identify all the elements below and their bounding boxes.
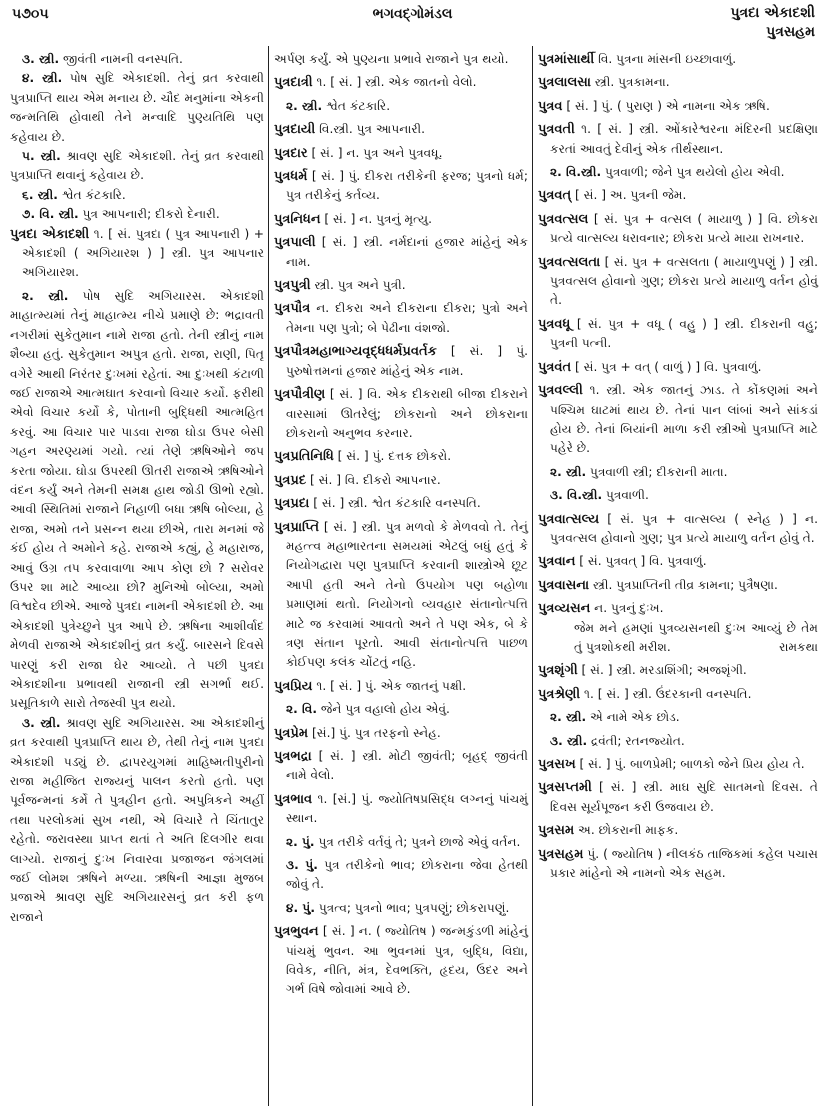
- headword: પુત્રવતી: [538, 122, 575, 138]
- headword: પુત્રશ્રેણી: [538, 686, 581, 702]
- headword: પુત્રસહમ: [538, 846, 584, 862]
- dictionary-entry: [274, 167, 528, 206]
- headword: પુત્રપ્રદા: [274, 496, 310, 512]
- dictionary-entry: [274, 144, 528, 163]
- headword: પુત્રવાસના: [538, 577, 590, 593]
- definition-text: [ સં. ] પું. દત્તક છોકરો.: [337, 449, 452, 464]
- dictionary-entry: [274, 233, 528, 272]
- definition-text: શ્વેત કંટકારિ.: [61, 187, 126, 202]
- definition-text: [ સં. પુત્રવત્ ] વિ. પુત્રવાળું.: [579, 554, 707, 569]
- dictionary-entry: [538, 599, 818, 657]
- dictionary-entry: [274, 790, 528, 829]
- definition-text: ન. દીકરા અને દીકરાના દીકરા; પુત્રો અને તેમના પણ પુત્રો; બે પેઢીના વંશજો.: [286, 301, 529, 335]
- headword: પુત્રદાયી: [274, 122, 316, 138]
- guide-words: [730, 4, 815, 42]
- sense-number: ૨. સ્ત્રી.: [286, 98, 323, 113]
- sense-number: ૪. પું.: [286, 900, 315, 915]
- dictionary-entry: [538, 685, 818, 704]
- entry-sense: [10, 69, 264, 147]
- entry-sense: [538, 732, 818, 751]
- dictionary-entry: [538, 576, 818, 595]
- definition-text: એ નામે એક છોડ.: [590, 710, 680, 725]
- dictionary-entry: [538, 210, 818, 249]
- book-title: ભગવદ્ગોમંડલ: [372, 6, 453, 22]
- headword: પુત્રભાવ: [274, 791, 313, 807]
- definition-text: [ સં. ] વિ. એક દીકરાથી બીજા દીકરાને વારસામાં ઊતરેલું; છોકરાનો અને છોકરાના છોકરાનો અનુભવ કરનાર.: [286, 387, 529, 440]
- entry-sense: [274, 833, 528, 852]
- definition-text: [ સં. ] સ્ત્રી. પુત્ર મળવો કે મેળવવો તે. તેનું મહત્ત્વ મહાભારતના સમયમાં એટલું બધું હતું કે નિયોગદ્વારા પણ પુત્રપ્રાપ્તિ કરવાની શાસ્ત્રોએ છૂટ આપી હતી અને તેનો ઉપયોગ પણ બહોળા પ્રમાણમાં થતો. નિયોગનો વ્યવહાર સંતાનોત્પત્તિ માટે જ કરવામાં આવતો અને તે પણ એક, બે કે ત્રણ સંતાન પૂરતો. આવી સંતાનોત્પત્તિ પાછળ કોઈપણ કલંક ચોંટતું નહિ.: [286, 519, 528, 670]
- definition-text: શ્રાવણ સુદિ એકાદશી. તેનું વ્રત કરવાથી પુત્રપ્રાપ્તિ થવાનું કહેવાય છે.: [10, 149, 264, 183]
- dictionary-entry: [538, 73, 818, 92]
- column-1: [10, 50, 264, 927]
- dictionary-entry: [10, 225, 264, 283]
- definition-text: [સં.] પું. પુત્ર તરફનો સ્નેહ.: [311, 725, 441, 740]
- headword: પુત્રલાલસા: [538, 75, 591, 91]
- dictionary-entry: [538, 120, 818, 159]
- dictionary-entry: [274, 276, 528, 295]
- entry-sense: [274, 700, 528, 719]
- entry-sense: [10, 205, 264, 224]
- definition-text: પુત્રત્વ; પુત્રનો ભાવ; પુત્રપણું; છોકરાપણું.: [318, 900, 510, 915]
- definition-text: [ સં. ] પું. પુરુષોત્તમનાં હજાર માંહેનું એક નામ.: [286, 344, 529, 378]
- definition-text: અ. છોકરાની માફક.: [578, 823, 679, 838]
- definition-text: શ્રાવણ સુદિ અગિયારસ. આ એકાદશીનું વ્રત કરવાથી પુત્રપ્રાપ્તિ થાય છે, તેથી તેનું નામ પુત્રદા એકાદશી પડ્યું છે. દ્વાપરયુગમાં માહિષ્મતીપુરીનો રાજા મહીજિત રાજ્યનું પાલન કરતો હતો. પણ પૂર્વજન્મનાં કર્મે તે પુત્રહીન હતો. અપુત્રિકને અહીં તથા પરલોકમાં સુખ નથી, એ વિચારે તે ચિંતાતુર રહેતો. જરાવસ્થા પ્રાપ્ત થતાં તે અતિ દિલગીર થવા લાગ્યો. રાજાનું દુઃખ નિવારવા પ્રજાજન જંગલમાં જઈ લોમશ ઋષિને મળ્યા. ઋષિની આજ્ઞા મુજબ પ્રજાએ શ્રાવણ સુદિ અગિયારસનું વ્રત કરી ફળ રાજાને: [10, 715, 264, 924]
- definition-text: [ સં. ] સ્ત્રી. માઘ સુદિ સાતમનો દિવસ. તે દિવસ સૂર્યપૂજન કરી ઉજવાય છે.: [550, 780, 818, 814]
- headword: પુત્રવત્સલતા: [538, 254, 601, 270]
- definition-text: પોષ સુદિ એકાદશી. તેનું વ્રત કરવાથી પુત્રપ્રાપ્તિ થાય એમ મનાય છે. ચૌદ મનુમાંના એકની જન્મતિથિ હોવાથી તેને મન્વાદિ પુણ્યતિથિ પણ કહેવાય છે.: [10, 71, 264, 144]
- definition-text: પુત્રવાળી; જેને પુત્ર થયેલો હોય એવી.: [605, 165, 785, 180]
- dictionary-entry: [538, 50, 818, 69]
- column-divider: [268, 46, 269, 1106]
- definition-text: દ્રવંતી; રતનજ્યોત.: [591, 733, 685, 748]
- sense-number: ૨. પું.: [286, 834, 315, 849]
- headword: પુત્રપ્રિય: [274, 678, 313, 694]
- definition-text: સ્ત્રી. પુત્રકામના.: [594, 75, 670, 90]
- definition-text: [ સં. ] સ્ત્રી. મોટી જીવંતી; બૃહદ્ જીવંતી નામે વેલો.: [286, 749, 528, 783]
- sense-number: ૫. સ્ત્રી.: [22, 149, 61, 164]
- sense-number: ૨. વિ.સ્ત્રી.: [550, 165, 602, 180]
- definition-text: જેને પુત્ર વહાલો હોય એવું.: [320, 702, 450, 717]
- dictionary-entry: [538, 661, 818, 680]
- dictionary-entry: [274, 724, 528, 743]
- dictionary-entry: [538, 510, 818, 549]
- definition-text: પોષ સુદિ અગિયારસ. એકાદશી માહાત્મ્યમાં તેનું માહાત્મ્ય નીચે પ્રમાણે છે: ભદ્રાવતી નગરીમાં સુકેતુમાન નામે રાજા હતો. તેની સ્ત્રીનું નામ શૈબ્યા હતું. સુકેતુમાન અપુત્ર હતો. રાજા, રાણી, પિતૃ વગેરે આથી નિરંતર દુઃખમાં રહેતાં. આ દુઃખથી કંટાળી જઈ રાજાએ આત્મઘાત કરવાનો વિચાર કર્યો. ફરીથી એવો વિચાર કર્યો કે, પોતાની બુદ્ધિથી આત્મહિત કરવું. આ વિચાર પાર પાડવા રાજા ઘોડા ઉપર બેસી ગહન અરણ્યમાં ગયો. ત્યાં તેણે ઋષિઓને જપ કરતા જોયા. ઘોડા ઉપરથી ઊતરી રાજાએ ઋષિઓને વંદન કર્યું અને તેમની સમક્ષ હાથ જોડી ઊભો રહ્યો. આવી સ્થિતિમાં રાજાને નિહાળી બધા ઋષિ બોલ્યા, હે રાજા, અમો તને પ્રસન્ન થયા છીએ, તારા મનમાં જે કંઈ હોય તે અમોને કહે. રાજાએ કહ્યું, હે મહારાજ, આવું ઉગ્ર તપ કરવાવાળા આપ કોણ છો ? સરોવર ઉપર શા માટે આવ્યા છો? મુનિઓ બોલ્યા, અમો વિશ્વદેવ છીએ. આજે પુત્રદા નામની એકાદશી છે. આ એકાદશી પુત્રેચ્છુને પુત્ર આપે છે. ઋષિના આશીર્વાદ મેળવી રાજાએ એકાદશીનું વ્રત કર્યું. બારસને દિવસે પારણું કરી રાજા ઘેર આવ્યો. તે પછી પુત્રદા એકાદશીના પ્રભાવથી રાજાની સ્ત્રી સગર્ભા થઈ. પ્રસૂતિકાળે સારો તેજસ્વી પુત્ર થયો.: [10, 288, 265, 711]
- definition-text: પુત્ર આપનારી; દીકરો દેનારી.: [82, 207, 220, 222]
- definition-text: પું. ( જ્યોતિષ ) નીલકંઠ તાજિકમાં કહેલ પચાસ પ્રકાર માંહેનો એ નામનો એક સહમ.: [550, 846, 818, 881]
- entry-sense: [10, 186, 264, 205]
- definition-text: ન. પુત્રનું દુઃખ.: [594, 601, 664, 616]
- definition-text: [ સં. ] ન. પુત્રનું મૃત્યુ.: [324, 211, 433, 226]
- headword: પુત્રવાત્સલ્ય: [538, 511, 600, 527]
- definition-text: પુત્ર તરીકેનો ભાવ; છોકરાના જેવા હેતથી જોવું તે.: [286, 858, 529, 892]
- definition-text: પુત્ર તરીકે વર્તવું તે; પુત્રને છાજે એવું વર્તન.: [318, 834, 521, 849]
- definition-text: શ્વેત કંટકારિ.: [326, 98, 391, 113]
- headword: પુત્રપુત્રી: [274, 278, 311, 294]
- guide-word-last: પુત્રસહમ: [766, 24, 815, 40]
- definition-text: [ સં. ] સ્ત્રી. મરડાશિંગી; અજશૃંગી.: [581, 663, 747, 678]
- page-number: ૫૭૦૫: [12, 6, 49, 22]
- quote-text: જેમ મને હમણાં પુત્રવ્યસનથી દુઃખ આવ્યું છે તેમ તું પુત્રશોકથી મરીશ.: [574, 620, 818, 654]
- definition-text: ૧. [સં.] પું. જ્યોતિષપ્રસિદ્ધ લગ્નનું પાંચમું સ્થાન.: [286, 791, 529, 826]
- headword: પુત્રપ્રેમ: [274, 725, 309, 741]
- entry-sense: [10, 287, 264, 714]
- definition-text: [ સં. ] પું. દીકરા તરીકેની ફરજ; પુત્રનો ધર્મ; પુત્ર તરીકેનું કર્તવ્ય.: [286, 169, 529, 203]
- definition-text: [ સં. ] સ્ત્રી. શ્વેત કંટકારિ વનસ્પતિ.: [313, 496, 481, 511]
- headword: પુત્રપૌત્ર: [274, 301, 311, 317]
- definition-text: સ્ત્રી. પુત્ર અને પુત્રી.: [314, 278, 406, 293]
- sense-number: ૨. સ્ત્રી.: [550, 710, 587, 725]
- entry-sense: [538, 463, 818, 482]
- sense-number: ૩. સ્ત્રી.: [22, 715, 61, 730]
- definition-text: વિ. પુત્રના માંસની ઇચ્છાવાળું.: [598, 52, 737, 66]
- headword: પુત્રદાર: [274, 145, 308, 161]
- headword: પુત્રમાંસાર્થી: [538, 52, 595, 67]
- dictionary-entry: [538, 821, 818, 840]
- entry-sense: [274, 97, 528, 116]
- guide-word-first: પુત્રદા એકાદશી: [730, 5, 815, 21]
- sense-number: ૨. સ્ત્રી.: [550, 464, 587, 479]
- headword: પુત્રદા એકાદશી: [10, 226, 90, 242]
- definition-text: [ સં. પુત્ર + વાત્સલ્ય ( સ્નેહ ) ] ન. પુત્રવત્સલ હોવાનો ગુણ; પુત્ર પ્રત્યે માયાળુ વર્તન હોવું તે.: [550, 511, 818, 545]
- sense-number: ૩. વિ.સ્ત્રી.: [550, 488, 603, 503]
- headword: પુત્રવ્યસન: [538, 601, 591, 617]
- headword: પુત્રસખ: [538, 757, 576, 772]
- headword: પુત્રવધૂ: [538, 316, 571, 332]
- definition-text: [ સં. પુત્ર + વત્સલ ( માયાળુ ) ] વિ. છોકરા પ્રત્યે વાત્સલ્ય ધરાવનાર; છોકરા પ્રત્યે માયા રાખનાર.: [550, 211, 819, 246]
- headword: પુત્રવત્: [538, 188, 572, 204]
- entry-sense: [10, 714, 264, 927]
- headword: પુત્રપાલી: [274, 235, 316, 251]
- definition-text: [ સં. ] ન. પુત્ર અને પુત્રવધૂ.: [311, 145, 443, 160]
- definition-text: [ સં. ] વિ. દીકરો આપનાર.: [310, 472, 441, 487]
- definition-text: ૧. [ સં. ] સ્ત્રી. ઓંકારેશ્વરના મંદિરની પ્રદક્ષિણા કરતાં આવતું દેવીનું એક તીર્થસ્થાન.: [550, 122, 818, 156]
- headword: પુત્રભુવન: [274, 924, 319, 940]
- dictionary-entry: [538, 253, 818, 311]
- headword: પુત્રશૃંગી: [538, 663, 578, 679]
- entry-sense: [538, 708, 818, 727]
- dictionary-entry: [274, 120, 528, 139]
- sense-number: ૨. સ્ત્રી.: [22, 288, 69, 303]
- column-3: [538, 50, 818, 887]
- dictionary-entry: [538, 552, 818, 571]
- dictionary-entry: [274, 73, 528, 92]
- headword: પુત્રવ: [538, 98, 563, 114]
- entry-sense: [538, 486, 818, 505]
- sense-number: ૭. વિ. સ્ત્રી.: [22, 207, 79, 222]
- headword: પુત્રપ્રાપ્તિ: [274, 519, 320, 535]
- definition-text: [ સં. ] ન. ( જ્યોતિષ ) જન્મકુંડળી માંહેનું પાંચમું ભુવન. આ ભુવનમાં પુત્ર, બુદ્ધિ, વિદ્યા, વિવેક, નીતિ, મંત્ર, દેવભક્તિ, હૃદય, ઉદર અને ગર્ભ વિષે જોવામાં આવે છે.: [286, 924, 528, 997]
- definition-text: પુત્રવાળી.: [605, 488, 649, 503]
- definition-text: જીવંતી નામની વનસ્પતિ.: [63, 52, 183, 66]
- definition-text: [ સં. ] અ. પુત્રની જેમ.: [575, 188, 687, 203]
- sense-number: ૩. સ્ત્રી.: [550, 733, 588, 748]
- sense-number: ૩. સ્ત્રી.: [22, 52, 60, 66]
- dictionary-entry: [274, 747, 528, 786]
- dictionary-entry: [538, 315, 818, 354]
- headword: પુત્રપ્રતિનિધિ: [274, 449, 334, 465]
- headword: પુત્રવલ્લી: [538, 383, 583, 399]
- definition-text: પુત્રવાળી સ્ત્રી; દીકરાની માતા.: [590, 464, 728, 479]
- dictionary-entry: [538, 755, 818, 774]
- definition-text: ૧. [ સં. ] સ્ત્રી. એક જાતનો વેલો.: [316, 75, 477, 90]
- dictionary-entry: [538, 358, 818, 377]
- dictionary-entry: [274, 677, 528, 696]
- column-divider: [532, 46, 533, 1106]
- dictionary-entry: [538, 97, 818, 116]
- entry-sense: [10, 147, 264, 186]
- definition-text: સ્ત્રી. પુત્રપ્રાપ્તિની તીવ્ર કામના; પુત્રૈષણા.: [593, 577, 778, 592]
- entry-sense: [274, 899, 528, 918]
- dictionary-entry: [274, 494, 528, 513]
- headword: પુત્રનિધન: [274, 211, 321, 227]
- dictionary-entry: [274, 518, 528, 673]
- dictionary-entry: [274, 471, 528, 490]
- headword: પુત્રવાન: [538, 554, 576, 570]
- sense-number: ૨. વિ.: [286, 702, 318, 717]
- entry-sense: [274, 50, 528, 69]
- definition-text: [ સં. પુત્ર + વત્ ( વાળું ) ] વિ. પુત્રવાળું.: [575, 359, 762, 374]
- dictionary-entry: [274, 342, 528, 381]
- entry-sense: [538, 163, 818, 182]
- headword: પુત્રવંત: [538, 359, 572, 375]
- definition-text: [ સં. પુત્ર + વત્સલતા ( માયાળુપણું ) ] સ્ત્રી. પુત્રવત્સલ હોવાનો ગુણ; છોકરા પ્રત્યે માયાળુ વર્તન હોવું તે.: [550, 254, 818, 308]
- column-2: [274, 50, 528, 1004]
- headword: પુત્રભદ્રા: [274, 749, 312, 764]
- sense-number: ૩. પું.: [286, 858, 318, 873]
- definition-text: ૧. સ્ત્રી. એક જાતનું ઝાડ. તે કોંકણમાં અને પશ્ચિમ ઘાટમાં થાય છે. તેનાં પાન લાંબાં અને સાંકડાં હોય છે. તેનાં બિયાંની માળા કરી સ્ત્રીઓ પુત્રપ્રાપ્તિ માટે પહેરે છે.: [550, 383, 818, 456]
- headword: પુત્રસમ: [538, 823, 575, 839]
- headword: પુત્રપૌત્રમહાભાગ્યવૃદ્ધધર્મપ્રવર્તક: [274, 344, 437, 360]
- definition-text: ૧. [ સં. ] પું. એક જાતનું પક્ષી.: [316, 678, 467, 693]
- entry-sense: [10, 50, 264, 69]
- definition-text: [ સં. પુત્ર + વધૂ ( વહુ ) ] સ્ત્રી. દીકરાની વહુ; પુત્રની પત્ની.: [550, 316, 818, 351]
- definition-text: ૧. [ સં. ] સ્ત્રી. ઉંદરકાની વનસ્પતિ.: [583, 686, 752, 701]
- usage-quote: [550, 619, 818, 658]
- headword: પુત્રધર્મ: [274, 169, 308, 185]
- definition-text: વિ.સ્ત્રી. પુત્ર આપનારી.: [319, 122, 426, 137]
- headword: પુત્રસપ્તમી: [538, 780, 592, 796]
- dictionary-entry: [538, 381, 818, 459]
- dictionary-entry: [538, 845, 818, 884]
- dictionary-entry: [274, 210, 528, 229]
- dictionary-entry: [274, 922, 528, 1000]
- dictionary-entry: [274, 385, 528, 443]
- definition-text: અર્પણ કર્યું. એ પુણ્યના પ્રભાવે રાજાને પુત્ર થયો.: [274, 52, 509, 66]
- definition-text: [ સં. ] પું. બાળપ્રેમી; બાળકો જેને પ્રિય હોય તે.: [579, 757, 805, 771]
- definition-text: [ સં. ] સ્ત્રી. નર્મદાનાં હજાર માંહેનું એક નામ.: [286, 235, 529, 269]
- dictionary-entry: [274, 447, 528, 466]
- sense-number: ૬. સ્ત્રી.: [22, 187, 58, 202]
- headword: પુત્રદાત્રી: [274, 75, 313, 91]
- definition-text: ૧. [ સં. પુત્રદા ( પુત્ર આપનારી ) + એકાદશી ( અગિયારશ ) ] સ્ત્રી. પુત્ર આપનાર અગિયારશ.: [22, 226, 265, 280]
- definition-text: [ સં. ] પું. ( પુરાણ ) એ નામના એક ઋષિ.: [566, 98, 770, 113]
- headword: પુત્રવત્સલ: [538, 211, 589, 227]
- quote-source: રામકથા: [779, 639, 818, 654]
- headword: પુત્રપૌત્રીણ: [274, 387, 326, 403]
- sense-number: ૪. સ્ત્રી.: [22, 71, 63, 86]
- entry-sense: [274, 856, 528, 895]
- dictionary-entry: [538, 778, 818, 817]
- dictionary-entry: [274, 299, 528, 338]
- dictionary-entry: [538, 186, 818, 205]
- headword: પુત્રપ્રદ: [274, 472, 307, 488]
